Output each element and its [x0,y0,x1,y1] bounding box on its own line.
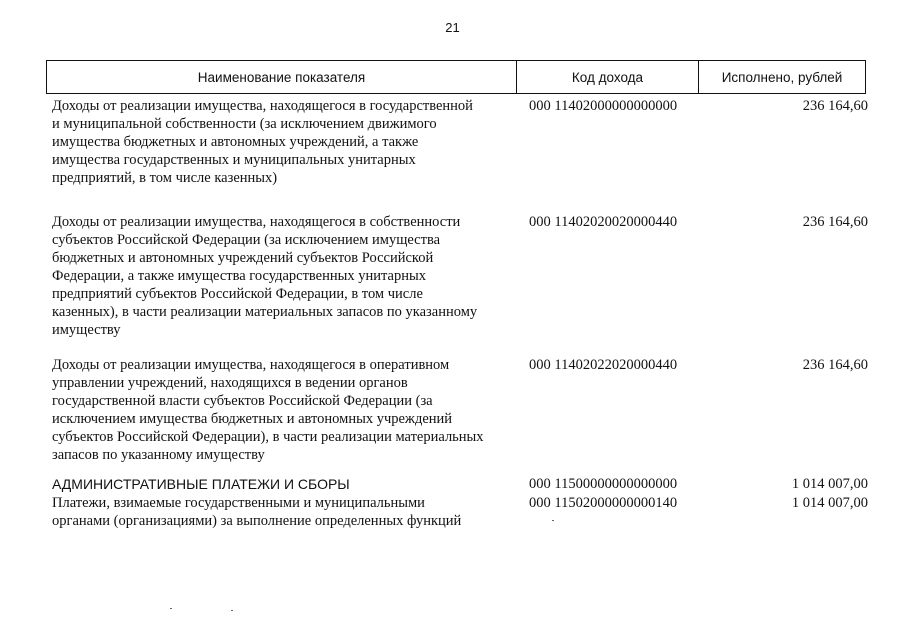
row-name: Доходы от реализации имущества, находящегося в государственной и муниципальной собственности (за исключением движимого имущества бюджетных и автономных учреждений, а также имущества государственных и муниципальных унитарных предприятий, в том числе казенных) [52,98,473,186]
page-number: 21 [445,20,460,35]
row-code: 000 11502000000000140 [529,495,678,511]
row-amount: 1 014 007,00 [791,495,868,511]
row-amount: 236 164,60 [802,214,868,230]
row-name: Доходы от реализации имущества, находящегося в оперативном управлении учреждений, находящихся в ведении органов государственной власти субъектов Российской Федерации (за исключением имущества бюджетных и автономных учреждений субъектов Российской Федерации), в части реализации материальных запасов по указанному имуществу [52,357,484,463]
row-code: 000 11402000000000000 [529,98,678,114]
row-amount: 236 164,60 [802,357,868,373]
row-code: 000 11402022020000440 [529,357,678,373]
row-code: 000 11402020020000440 [529,214,678,230]
row-code: 000 11500000000000000 [529,476,678,492]
row-name: АДМИНИСТРАТИВНЫЕ ПЛАТЕЖИ И СБОРЫ [52,476,350,492]
header-code: Код дохода [517,61,699,93]
scan-speck [170,608,172,609]
row-name: Платежи, взимаемые государственными и муниципальными органами (организациями) за выполнение определенных функций [52,495,462,529]
header-name: Наименование показателя [47,61,517,93]
row-amount: 236 164,60 [802,98,868,114]
scan-speck [231,610,233,611]
row-amount: 1 014 007,00 [791,476,868,492]
scan-speck [552,520,554,521]
header-amount: Исполнено, рублей [721,69,843,85]
table-header [46,60,866,94]
row-name: Доходы от реализации имущества, находящегося в собственности субъектов Российской Федерации (за исключением имущества бюджетных и автономных учреждений субъектов Российской Федерации, а также имущества государственных унитарных предприятий субъектов Российской Федерации, в том числе казенных), в части реализации материальных запасов по указанному имуществу [52,214,478,338]
